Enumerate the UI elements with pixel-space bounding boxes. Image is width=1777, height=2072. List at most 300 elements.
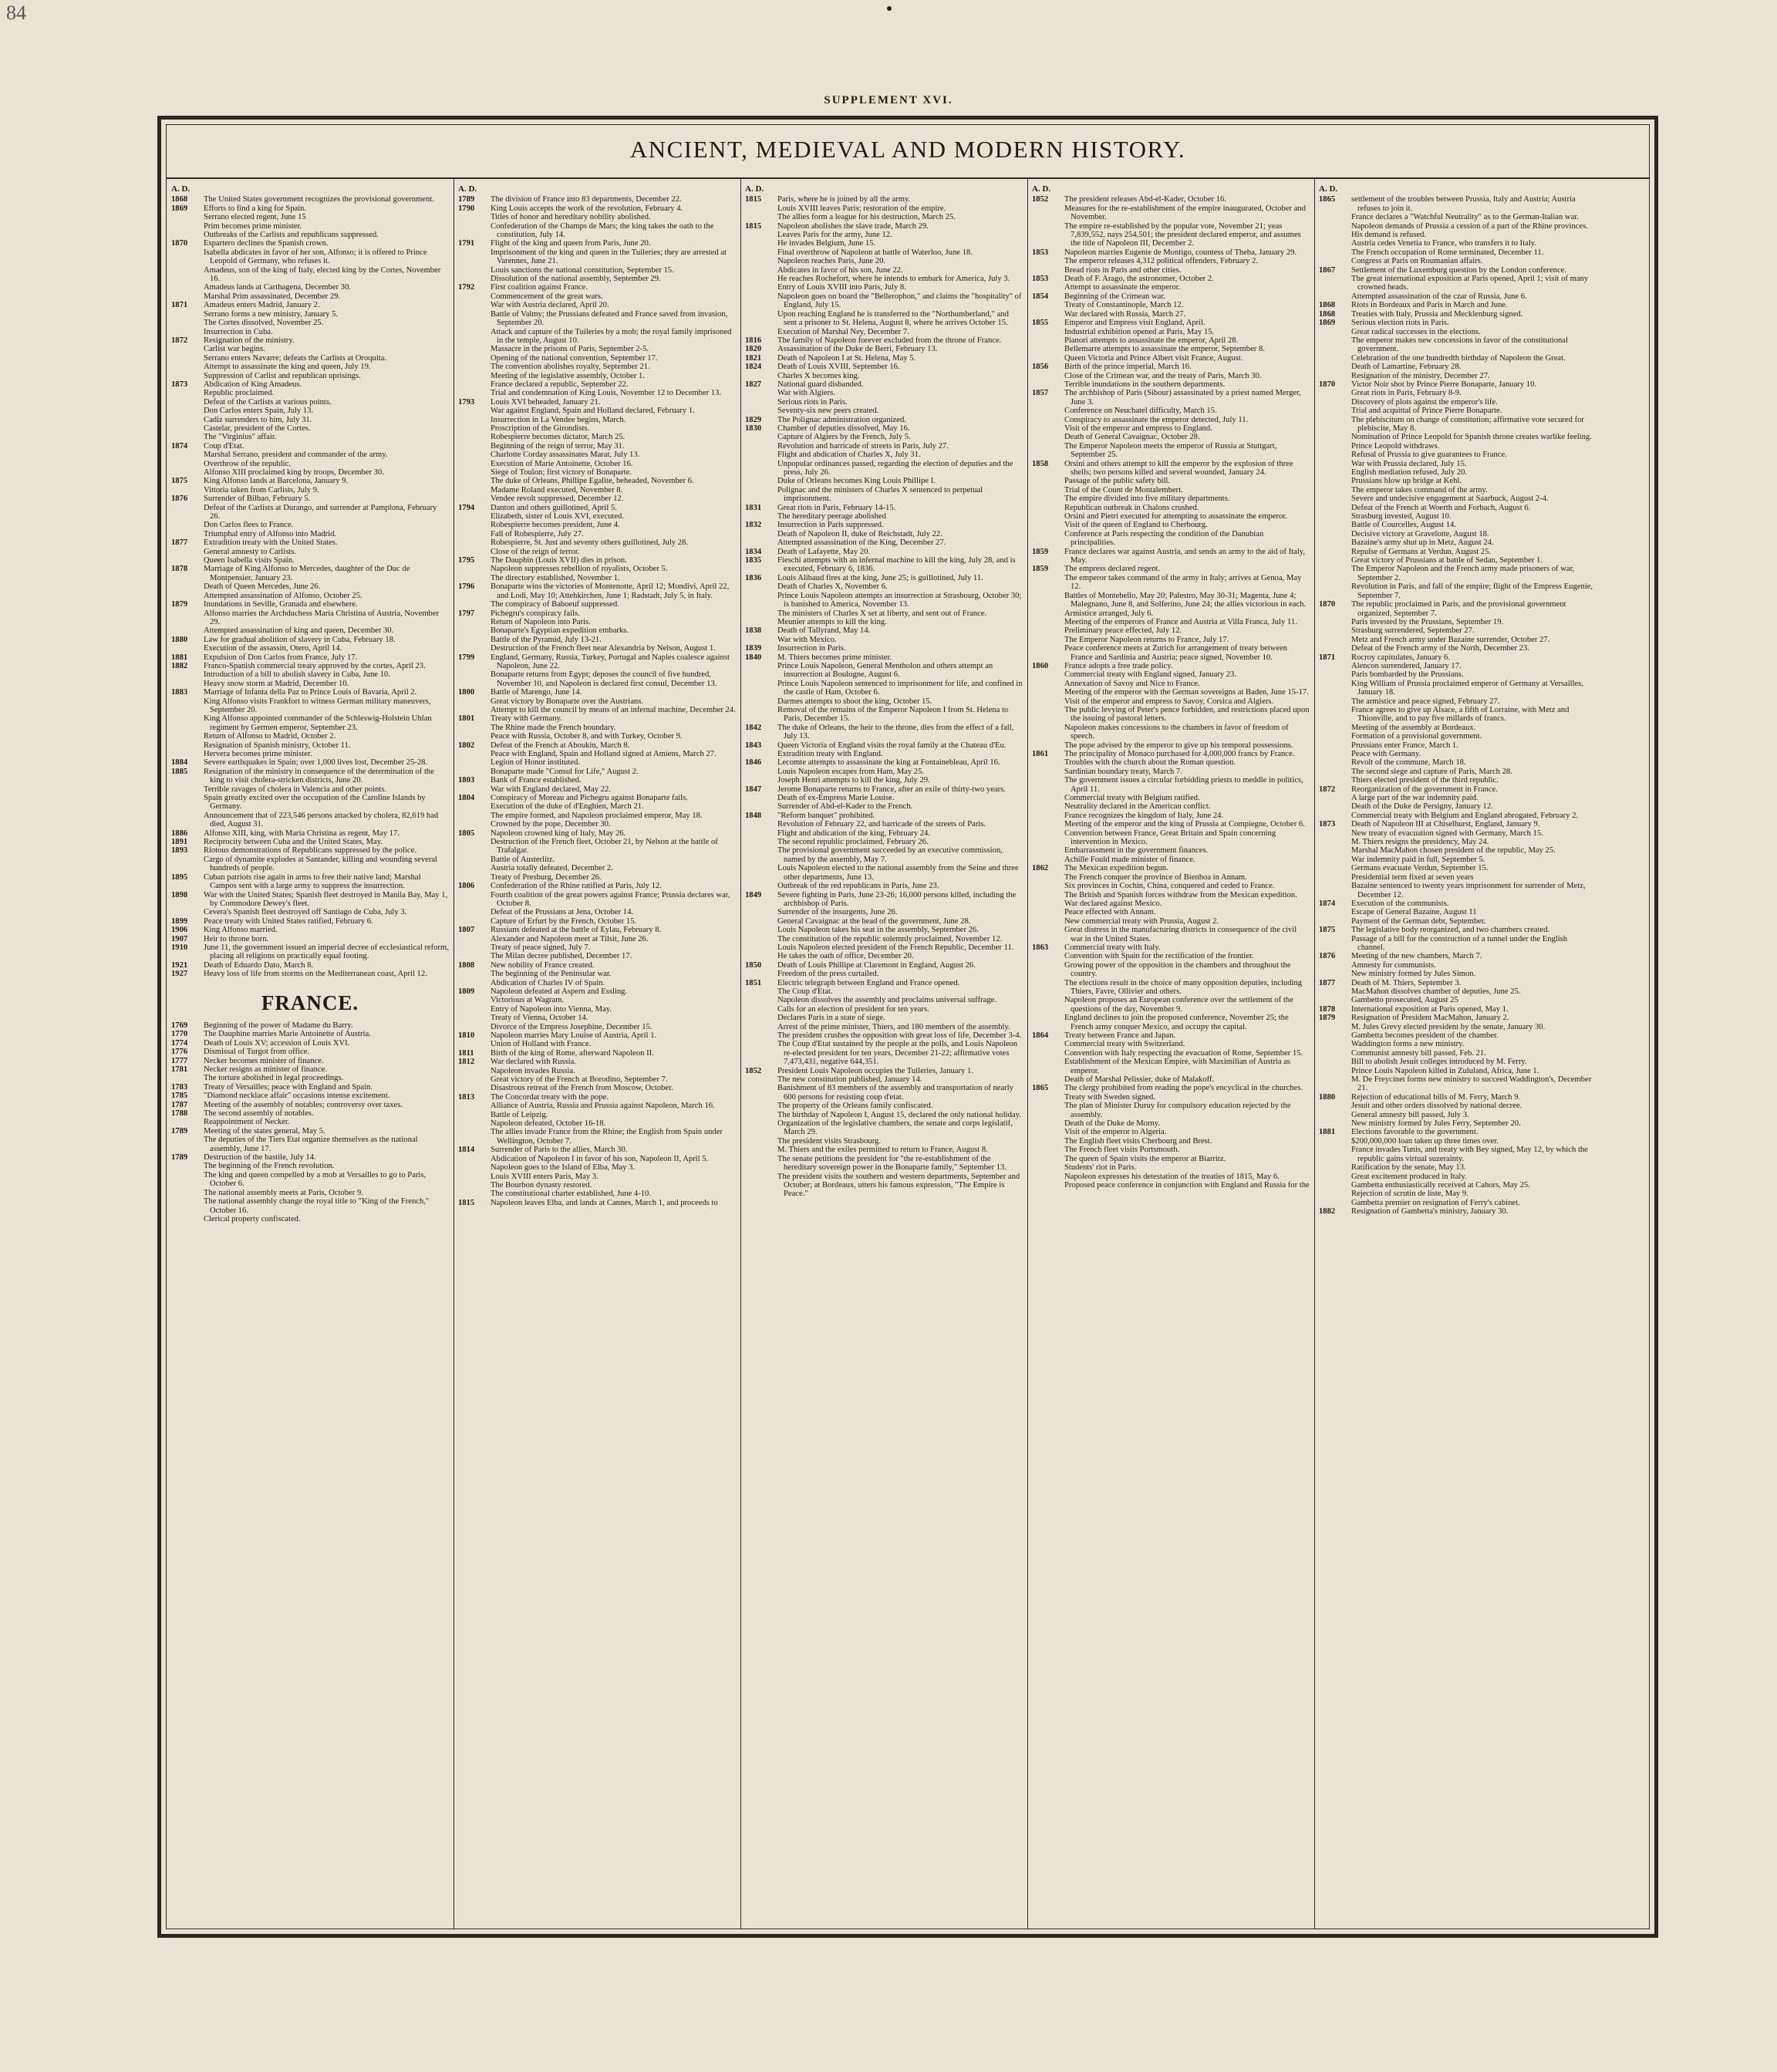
entry-text: Rejection of educational bills of M. Ferry, March 9.: [1351, 1092, 1521, 1102]
entry-year: [171, 468, 204, 477]
history-entry: [1032, 460, 1310, 478]
entry-text: Defeat of the French army of the North, December 23.: [1351, 644, 1529, 653]
entry-text: Treaty with Sweden signed.: [1064, 1092, 1155, 1102]
entry-year: [745, 1023, 777, 1031]
history-entry: [745, 1155, 1023, 1173]
entry-text: Death of ex-Empress Marie Louise.: [777, 794, 895, 803]
history-entry: [1032, 1163, 1310, 1172]
entry-year: [1319, 829, 1351, 838]
history-entry: [1319, 724, 1597, 732]
history-entry: [1319, 812, 1597, 820]
entry-year: 1853: [1032, 248, 1049, 257]
history-entry: [745, 846, 1023, 864]
history-entry: [458, 785, 736, 794]
entry-text: Death of Lafayette, May 20.: [777, 547, 871, 556]
entry-year: [1032, 1173, 1064, 1181]
history-entry: [171, 714, 449, 732]
entry-text: Louis XVIII enters Paris, May 3.: [491, 1172, 599, 1181]
entry-year: [1319, 538, 1351, 547]
history-entry: [745, 248, 1023, 257]
entry-text: New commercial treaty with Prussia, August 2.: [1064, 916, 1219, 926]
entry-year: [745, 582, 777, 591]
entry-year: [1319, 231, 1351, 239]
entry-text: Measures for the re-establishment of the empire inaugurated, October and November.: [1064, 204, 1306, 222]
entry-text: The torture abolished in legal proceedings.: [204, 1074, 344, 1083]
history-entry: [1032, 257, 1310, 265]
entry-text: Marriage of King Alfonso to Mercedes, daughter of the Duc de Montpensier, January 23.: [204, 565, 410, 582]
entry-year: 1855: [1032, 319, 1049, 328]
entry-year: 1793: [458, 397, 475, 407]
entry-year: 1830: [745, 424, 762, 433]
entry-text: Settlement of the Luxemburg question by the London conference.: [1351, 265, 1566, 275]
entry-year: [458, 380, 491, 389]
entry-text: France adopts a free trade policy.: [1064, 661, 1173, 670]
entry-year: 1789: [171, 1126, 188, 1136]
entry-year: [1319, 864, 1351, 872]
entry-year: [458, 1173, 491, 1181]
entry-text: Visit of the emperor to Algeria.: [1064, 1128, 1167, 1137]
entry-year: [1319, 257, 1351, 265]
history-entry: [1319, 1207, 1597, 1216]
history-entry: [171, 1197, 449, 1215]
entry-year: [1319, 917, 1351, 926]
entry-text: Great distress in the manufacturing districts in consequence of the civil war in the United States.: [1064, 926, 1297, 943]
history-entry: [745, 680, 1023, 697]
entry-year: 1783: [171, 1082, 188, 1092]
entry-text: Danton and others guillotined, April 5.: [491, 503, 617, 512]
entry-year: [1319, 838, 1351, 846]
history-entry: [171, 600, 449, 609]
entry-year: [745, 530, 777, 538]
entry-year: 1870: [171, 239, 188, 248]
history-entry: [171, 530, 449, 538]
history-entry: [1032, 670, 1310, 679]
entry-text: Thiers elected president of the third republic.: [1351, 776, 1499, 785]
history-entry: [458, 345, 736, 353]
history-entry: [745, 538, 1023, 547]
entry-year: [1032, 424, 1064, 433]
history-entry: [1319, 750, 1597, 758]
entry-text: Trial of the Count de Montalembert.: [1064, 485, 1183, 494]
entry-text: Peace conference meets at Zurich for arrangement of treaty between France and Sardinia and Austria; peace signed, November 10.: [1064, 644, 1288, 662]
entry-year: [171, 363, 204, 371]
entry-year: [1032, 257, 1064, 265]
top-dot-mark: [887, 6, 892, 11]
entry-year: 1842: [745, 723, 762, 732]
entry-year: 1815: [745, 195, 762, 204]
history-entry: [1032, 1075, 1310, 1084]
entry-year: [745, 1102, 777, 1110]
entry-year: [458, 468, 491, 477]
history-entry: [745, 662, 1023, 680]
entry-text: Prince Leopold withdraws.: [1351, 441, 1440, 451]
history-entry: [171, 442, 449, 451]
history-entry: [745, 380, 1023, 389]
entry-year: 1769: [171, 1021, 188, 1030]
entry-text: Ratification by the senate, May 13.: [1351, 1163, 1466, 1173]
history-entry: [1032, 882, 1310, 890]
history-entry: [1319, 556, 1597, 565]
entry-text: Charlotte Corday assassinates Marat, July 13.: [491, 451, 640, 460]
entry-text: Napoleon makes concessions to the chambers in favor of freedom of speech.: [1064, 723, 1289, 741]
entry-text: Treaty of Constantinople, March 12.: [1064, 301, 1184, 310]
entry-year: [1319, 776, 1351, 785]
entry-year: [458, 477, 491, 485]
column-1: [171, 185, 449, 1919]
entry-year: [1032, 741, 1064, 750]
history-entry: [745, 917, 1023, 926]
entry-text: The duke of Orleans, Phillipe Egalite, beheaded, November 6.: [491, 477, 694, 486]
entry-year: 1870: [1319, 380, 1336, 389]
history-entry: [458, 548, 736, 556]
entry-text: Severe fighting in Paris, June 23-26; 16,000 persons killed, including the archbishop of Paris.: [777, 890, 1017, 908]
entry-year: 1827: [745, 380, 762, 389]
entry-text: Inundations in Seville, Granada and elsewhere.: [204, 600, 358, 609]
history-entry: [745, 697, 1023, 706]
entry-year: [171, 345, 204, 353]
entry-year: 1876: [1319, 952, 1336, 961]
history-entry: [1319, 213, 1597, 221]
entry-text: Execution of the duke of d'Enghien, March 21.: [491, 802, 644, 812]
history-entry: [1319, 829, 1597, 838]
history-entry: [745, 1005, 1023, 1014]
entry-year: [1319, 1181, 1351, 1190]
entry-year: 1857: [1032, 389, 1049, 398]
entry-text: The great international exposition at Paris opened, April 1; visit of many crowned heads.: [1351, 275, 1589, 292]
history-entry: [458, 750, 736, 758]
entry-year: [1032, 1102, 1064, 1119]
entry-text: Cargo of dynamite explodes at Santander, killing and wounding several hundreds of people.: [204, 855, 437, 873]
history-entry: [171, 231, 449, 239]
history-entry: [171, 248, 449, 266]
entry-year: [458, 891, 491, 909]
entry-year: 1801: [458, 714, 475, 724]
column-header: A. D.: [745, 185, 764, 194]
column-header: A. D.: [1032, 185, 1051, 194]
entry-text: Execution of the communists.: [1351, 899, 1449, 908]
entry-text: Treaty between France and Japan.: [1064, 1031, 1176, 1040]
entry-year: [1032, 380, 1064, 389]
entry-year: [458, 372, 491, 380]
history-entry: [171, 1039, 449, 1048]
history-entry: [1032, 504, 1310, 512]
entry-year: 1852: [1032, 195, 1049, 204]
entry-text: Victorious at Wagram.: [491, 996, 565, 1005]
entry-text: Necker becomes minister of finance.: [204, 1056, 324, 1065]
history-entry: [745, 1075, 1023, 1084]
history-entry: [171, 266, 449, 284]
history-entry: [745, 1119, 1023, 1137]
history-entry: [1032, 794, 1310, 802]
history-entry: [458, 943, 736, 952]
history-entry: [745, 336, 1023, 345]
entry-year: 1794: [458, 503, 475, 512]
entry-text: France declares war against Austria, and sends an army to the aid of Italy, May.: [1064, 547, 1306, 565]
history-entry: [1319, 758, 1597, 767]
history-entry: [1319, 433, 1597, 441]
history-entry: [745, 345, 1023, 353]
entry-year: [171, 1136, 204, 1153]
entry-text: Upon reaching England he is transferred to the "Northumberland," and sent a prisoner to St. Helena, August 8, where he arrives October 15.: [777, 309, 1009, 328]
entry-text: Death of General Cavaignac, October 28.: [1064, 433, 1200, 442]
history-entry: [171, 1118, 449, 1126]
entry-year: [745, 618, 777, 626]
entry-year: 1776: [171, 1048, 188, 1057]
entry-year: 1770: [171, 1030, 188, 1039]
entry-text: Battle of the Pyramid, July 13-21.: [491, 635, 602, 644]
entry-text: Commercial treaty with Belgium and England abrogated, February 2.: [1351, 811, 1579, 820]
history-entry: [745, 768, 1023, 776]
entry-text: Union of Holland with France.: [491, 1040, 592, 1049]
entry-year: 1869: [1319, 319, 1336, 328]
history-entry: [1319, 970, 1597, 978]
history-entry: [745, 398, 1023, 407]
history-entry: [1032, 195, 1310, 204]
history-entry: [458, 398, 736, 407]
history-entry: [745, 935, 1023, 943]
history-entry: [1319, 521, 1597, 529]
history-entry: [171, 1162, 449, 1170]
entry-year: [1319, 416, 1351, 434]
entry-text: The plebiscitum on change of constitution; affirmative vote secured for plebiscite, May 8.: [1351, 415, 1584, 433]
entry-year: [745, 486, 777, 504]
entry-year: [1032, 336, 1064, 345]
entry-text: Commercial treaty with Belgium ratified.: [1064, 794, 1200, 803]
entry-text: Louis sanctions the national constitution, September 15.: [491, 265, 674, 275]
history-entry: [1032, 750, 1310, 758]
entry-year: [1032, 846, 1064, 855]
entry-text: King Louis accepts the work of the revolution, February 4.: [491, 204, 683, 213]
entry-text: Gambetta premier on resignation of Ferry's cabinet.: [1351, 1198, 1520, 1207]
history-entry: [1319, 372, 1597, 380]
entry-text: Marshal MacMahon chosen president of the republic, May 25.: [1351, 846, 1556, 855]
history-entry: [171, 1030, 449, 1038]
history-entry: [171, 301, 449, 309]
entry-year: [458, 1155, 491, 1163]
history-entry: [171, 494, 449, 503]
entry-year: 1895: [171, 872, 188, 882]
entry-text: Louis Napoleon elected to the national assembly from the Seine and three other departments, June 13.: [777, 864, 1019, 882]
entry-year: [1032, 917, 1064, 926]
entry-text: War with Austria declared, April 20.: [491, 301, 609, 310]
entry-year: [1319, 1190, 1351, 1198]
entry-text: M. Thiers becomes prime minister.: [777, 653, 892, 662]
entry-text: War with Algiers.: [777, 389, 835, 398]
history-entry: [745, 1102, 1023, 1110]
entry-text: The French conquer the province of Bienhoa in Annam.: [1064, 872, 1247, 882]
entry-text: Overthrow of the republic.: [204, 459, 291, 468]
entry-text: Bazaine's army shut up in Metz, August 24.: [1351, 538, 1494, 548]
history-entry: [458, 460, 736, 468]
entry-text: Visit of the emperor and empress to Savoy, Corsica and Algiers.: [1064, 697, 1274, 706]
history-entry: [745, 451, 1023, 459]
history-entry: [1319, 785, 1597, 794]
entry-text: The birthday of Napoleon I, August 15, declared the only national holiday.: [777, 1110, 1021, 1119]
entry-text: Death of the Duke de Morny.: [1064, 1119, 1161, 1129]
history-entry: [458, 688, 736, 697]
entry-text: Close of the Crimean war, and the treaty of Paris, March 30.: [1064, 371, 1262, 380]
history-entry: [745, 283, 1023, 292]
entry-text: Return of Alfonso to Madrid, October 2.: [204, 732, 336, 741]
entry-year: [745, 1111, 777, 1119]
entry-text: He invades Belgium, June 15.: [777, 239, 876, 248]
entry-year: [1319, 548, 1351, 556]
entry-year: [1319, 582, 1351, 600]
history-entry: [1032, 222, 1310, 248]
history-entry: [1319, 486, 1597, 494]
entry-text: Treaty of Versailles; peace with England and Spain.: [204, 1082, 373, 1092]
entry-year: [1319, 504, 1351, 512]
entry-year: 1864: [1032, 1031, 1049, 1040]
entry-year: 1831: [745, 503, 762, 512]
entry-text: Armistice arranged, July 6.: [1064, 609, 1154, 618]
history-entry: [171, 213, 449, 221]
history-entry: [745, 477, 1023, 485]
entry-text: MacMahon dissolves chamber of deputies, June 25.: [1351, 987, 1521, 996]
history-entry: [745, 521, 1023, 529]
entry-text: Surrender of Bilbao, February 5.: [204, 494, 311, 504]
entry-text: Close of the reign of terror.: [491, 547, 580, 556]
entry-year: [745, 970, 777, 978]
entry-year: 1803: [458, 776, 475, 785]
entry-year: 1850: [745, 960, 762, 970]
history-entry: [171, 424, 449, 433]
entry-text: Students' riot in Paris.: [1064, 1163, 1137, 1173]
column-5: [1319, 185, 1597, 1919]
entry-year: [1319, 882, 1351, 899]
entry-text: Outbreak of the red republicans in Paris, June 23.: [777, 882, 939, 891]
entry-year: [458, 838, 491, 855]
entry-year: [1319, 1040, 1351, 1048]
entry-text: Banishment of 83 members of the assembly and transportation of nearly 600 persons for resisting coup d'etat.: [777, 1084, 1013, 1102]
entry-year: [458, 864, 491, 872]
entry-year: [1319, 750, 1351, 758]
entry-year: [458, 636, 491, 644]
entry-text: The duke of Orleans, the heir to the throne, dies from the effect of a fall, July 13.: [777, 723, 1014, 741]
entry-year: [1032, 626, 1064, 635]
entry-year: [745, 1014, 777, 1022]
entry-text: The emperor takes command of the army in Italy; arrives at Genoa, May 12.: [1064, 573, 1302, 592]
entry-text: Bonaparte's Egyptian expedition embarks.: [491, 626, 629, 636]
entry-year: [458, 626, 491, 635]
entry-text: Severe earthquakes in Spain; over 1,000 lives lost, December 25-28.: [204, 758, 428, 768]
entry-year: [458, 433, 491, 441]
column-divider: [740, 179, 741, 1929]
entry-text: Victor Noir shot by Prince Pierre Bonaparte, January 10.: [1351, 380, 1537, 389]
history-entry: [745, 275, 1023, 283]
entry-text: The property of the Orleans family confiscated.: [777, 1102, 933, 1111]
entry-year: [458, 644, 491, 653]
entry-text: Don Carlos flees to France.: [204, 521, 294, 530]
history-entry: [1319, 1137, 1597, 1146]
entry-year: 1874: [171, 441, 188, 451]
entry-year: [1032, 609, 1064, 618]
entry-text: Amadeus lands at Carthagena, December 30.: [204, 283, 351, 292]
history-entry: [1319, 363, 1597, 371]
history-entry: [458, 609, 736, 618]
history-entry: [171, 521, 449, 529]
entry-text: Death of Napoleon III at Chiselhurst, England, January 9.: [1351, 820, 1540, 829]
entry-text: Attempted assassination of king and queen, December 30.: [204, 626, 394, 636]
entry-text: Heavy snow storm at Madrid, December 10.: [204, 679, 349, 688]
entry-year: [1319, 855, 1351, 864]
entry-year: [1032, 301, 1064, 309]
history-entry: [745, 908, 1023, 916]
entry-text: The pope advised by the emperor to give up his temporal possessions.: [1064, 741, 1293, 750]
entry-year: [458, 486, 491, 494]
entry-text: Resignation of the ministry.: [204, 336, 295, 345]
entry-year: [1032, 1146, 1064, 1154]
entry-year: [1319, 741, 1351, 750]
column-2: [458, 185, 736, 1919]
entry-text: Fourth coalition of the great powers against France; Prussia declares war, October 8.: [491, 890, 730, 908]
history-entry: [171, 1083, 449, 1092]
entry-text: Great riots in Paris, February 8-9.: [1351, 389, 1462, 398]
entry-year: [458, 565, 491, 573]
entry-text: Charles X becomes king.: [777, 371, 860, 380]
entry-year: [1032, 829, 1064, 847]
entry-year: [171, 785, 204, 794]
entry-text: The Emperor Napoleon returns to France, July 17.: [1064, 635, 1229, 644]
entry-text: The emperor makes new concessions in favor of the constitutional government.: [1351, 336, 1568, 354]
entry-year: 1876: [171, 494, 188, 504]
entry-text: Execution of the assassin, Otero, April 14.: [204, 644, 342, 653]
history-entry: [458, 195, 736, 204]
entry-text: Death of Lamartine, February 28.: [1351, 363, 1462, 372]
entry-year: [171, 328, 204, 336]
entry-year: [458, 917, 491, 926]
entry-year: [1319, 758, 1351, 767]
entry-year: 1875: [171, 477, 188, 486]
entry-year: [171, 741, 204, 750]
history-entry: [171, 380, 449, 389]
entry-year: [745, 1084, 777, 1102]
entry-year: [458, 416, 491, 424]
entry-text: Battle of Valmy; the Prussians defeated and France saved from invasion, September 20.: [491, 309, 728, 328]
entry-text: France declared a republic, September 22.: [491, 380, 629, 389]
entry-year: [745, 372, 777, 380]
history-entry: [745, 486, 1023, 504]
entry-year: [1319, 1199, 1351, 1207]
entry-text: President Louis Napoleon occupies the Tuileries, January 1.: [777, 1066, 973, 1075]
entry-text: The empire divided into five military departments.: [1064, 494, 1230, 504]
history-entry: [458, 618, 736, 626]
history-entry: [1032, 758, 1310, 767]
entry-year: 1806: [458, 882, 475, 891]
history-entry: [458, 706, 736, 714]
entry-year: 1790: [458, 204, 475, 213]
history-entry: [171, 582, 449, 591]
entry-text: The plan of Minister Duruy for compulsory education rejected by the assembly.: [1064, 1102, 1291, 1119]
history-entry: [1032, 1181, 1310, 1190]
entry-text: Orsini and others attempt to kill the emperor by the explosion of three shells; two persons killed and several wounded, January 24.: [1064, 459, 1293, 477]
history-entry: [171, 398, 449, 407]
entry-text: Gambetto prosecuted, August 25: [1351, 996, 1458, 1005]
history-entry: [458, 521, 736, 529]
entry-year: 1838: [745, 626, 762, 636]
history-entry: [1032, 275, 1310, 283]
entry-text: The king and queen compelled by a mob at Versailles to go to Paris, October 6.: [204, 1170, 427, 1189]
entry-year: [1319, 512, 1351, 521]
entry-text: The constitution of the republic solemnly proclaimed, November 12.: [777, 934, 1003, 943]
entry-text: Pianori attempts to assassinate the emperor, April 28.: [1064, 336, 1239, 345]
section-heading: FRANCE.: [261, 990, 359, 1014]
entry-text: Bellemarre attempts to assassinate the emperor, September 8.: [1064, 345, 1265, 354]
entry-year: [1032, 680, 1064, 688]
entry-year: [1319, 961, 1351, 970]
history-entry: [171, 372, 449, 380]
entry-text: Attempted assassination of Alfonso, October 25.: [204, 591, 362, 600]
